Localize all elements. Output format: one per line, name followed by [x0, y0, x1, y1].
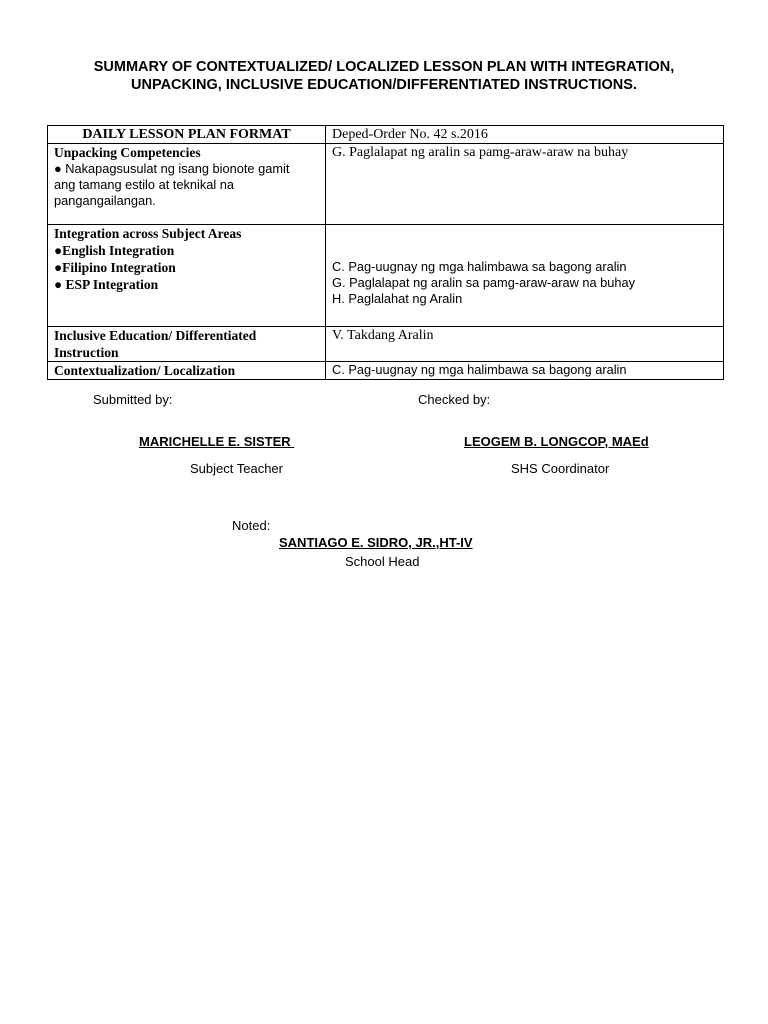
checked-by-label: Checked by:: [418, 392, 491, 407]
document-title-line-1: SUMMARY OF CONTEXTUALIZED/ LOCALIZED LESSON PLAN WITH INTEGRATION,: [93, 59, 675, 75]
school-head-name: SANTIAGO E. SIDRO, JR.,HT-IV: [279, 535, 473, 550]
contextualization-left-text: Contextualization/ Localization: [54, 363, 236, 378]
integration-left-cell: [48, 225, 326, 327]
document-title: [40, 58, 728, 94]
table-header-row: [48, 126, 724, 144]
integration-right-spacer: [332, 225, 717, 259]
teacher-role: Subject Teacher: [190, 461, 283, 476]
table-row-integration: [48, 225, 724, 327]
contextualization-left-cell: [48, 362, 326, 380]
unpacking-heading: Unpacking Competencies: [54, 145, 201, 160]
unpacking-item-line-2: ang tamang estilo at teknikal na: [54, 177, 234, 192]
unpacking-right-cell: [326, 144, 724, 225]
unpacking-item-line-3: pangangailangan.: [54, 193, 156, 208]
integration-heading: Integration across Subject Areas: [54, 226, 242, 241]
school-head-role: School Head: [345, 554, 420, 569]
contextualization-right-cell: [326, 362, 724, 380]
integration-item-english: ●English Integration: [54, 243, 175, 258]
integration-right-cell: [326, 225, 724, 327]
coordinator-name: LEOGEM B. LONGCOP, MAEd: [464, 434, 649, 449]
integration-item-filipino: ●Filipino Integration: [54, 260, 176, 275]
noted-label: Noted:: [232, 518, 271, 533]
inclusive-left-cell: [48, 327, 326, 362]
table-row-inclusive: [48, 327, 724, 362]
lesson-plan-table: [47, 125, 724, 380]
contextualization-right-text: C. Pag-uugnay ng mga halimbawa sa bagong aralin: [332, 362, 627, 377]
integration-item-esp: ● ESP Integration: [54, 277, 159, 292]
unpacking-right-text: G. Paglalapat ng aralin sa pamg-araw-araw na buhay: [332, 145, 629, 160]
submitted-by-label: Submitted by:: [93, 392, 173, 407]
integration-right-line-1: C. Pag-uugnay ng mga halimbawa sa bagong aralin: [332, 259, 627, 274]
inclusive-right-text: V. Takdang Aralin: [332, 328, 434, 343]
integration-right-line-2: G. Paglalapat ng aralin sa pamg-araw-araw na buhay: [332, 275, 636, 290]
inclusive-left-line-2: Instruction: [54, 345, 119, 360]
inclusive-right-cell: [326, 327, 724, 362]
coordinator-role: SHS Coordinator: [511, 461, 610, 476]
teacher-name: MARICHELLE E. SISTER: [139, 434, 295, 449]
unpacking-item-line-1: ● Nakapagsusulat ng isang bionote gamit: [54, 161, 290, 176]
table-row-contextualization: [48, 362, 724, 380]
header-right-cell: Deped-Order No. 42 s.2016: [326, 126, 724, 144]
integration-right-line-3: H. Paglalahat ng Aralin: [332, 291, 463, 306]
unpacking-left-cell: [48, 144, 326, 225]
document-title-line-2: UNPACKING, INCLUSIVE EDUCATION/DIFFERENTIATED INSTRUCTIONS.: [131, 77, 637, 93]
header-left-cell: DAILY LESSON PLAN FORMAT: [48, 126, 326, 144]
table-row-unpacking: [48, 144, 724, 225]
inclusive-left-line-1: Inclusive Education/ Differentiated: [54, 328, 257, 343]
